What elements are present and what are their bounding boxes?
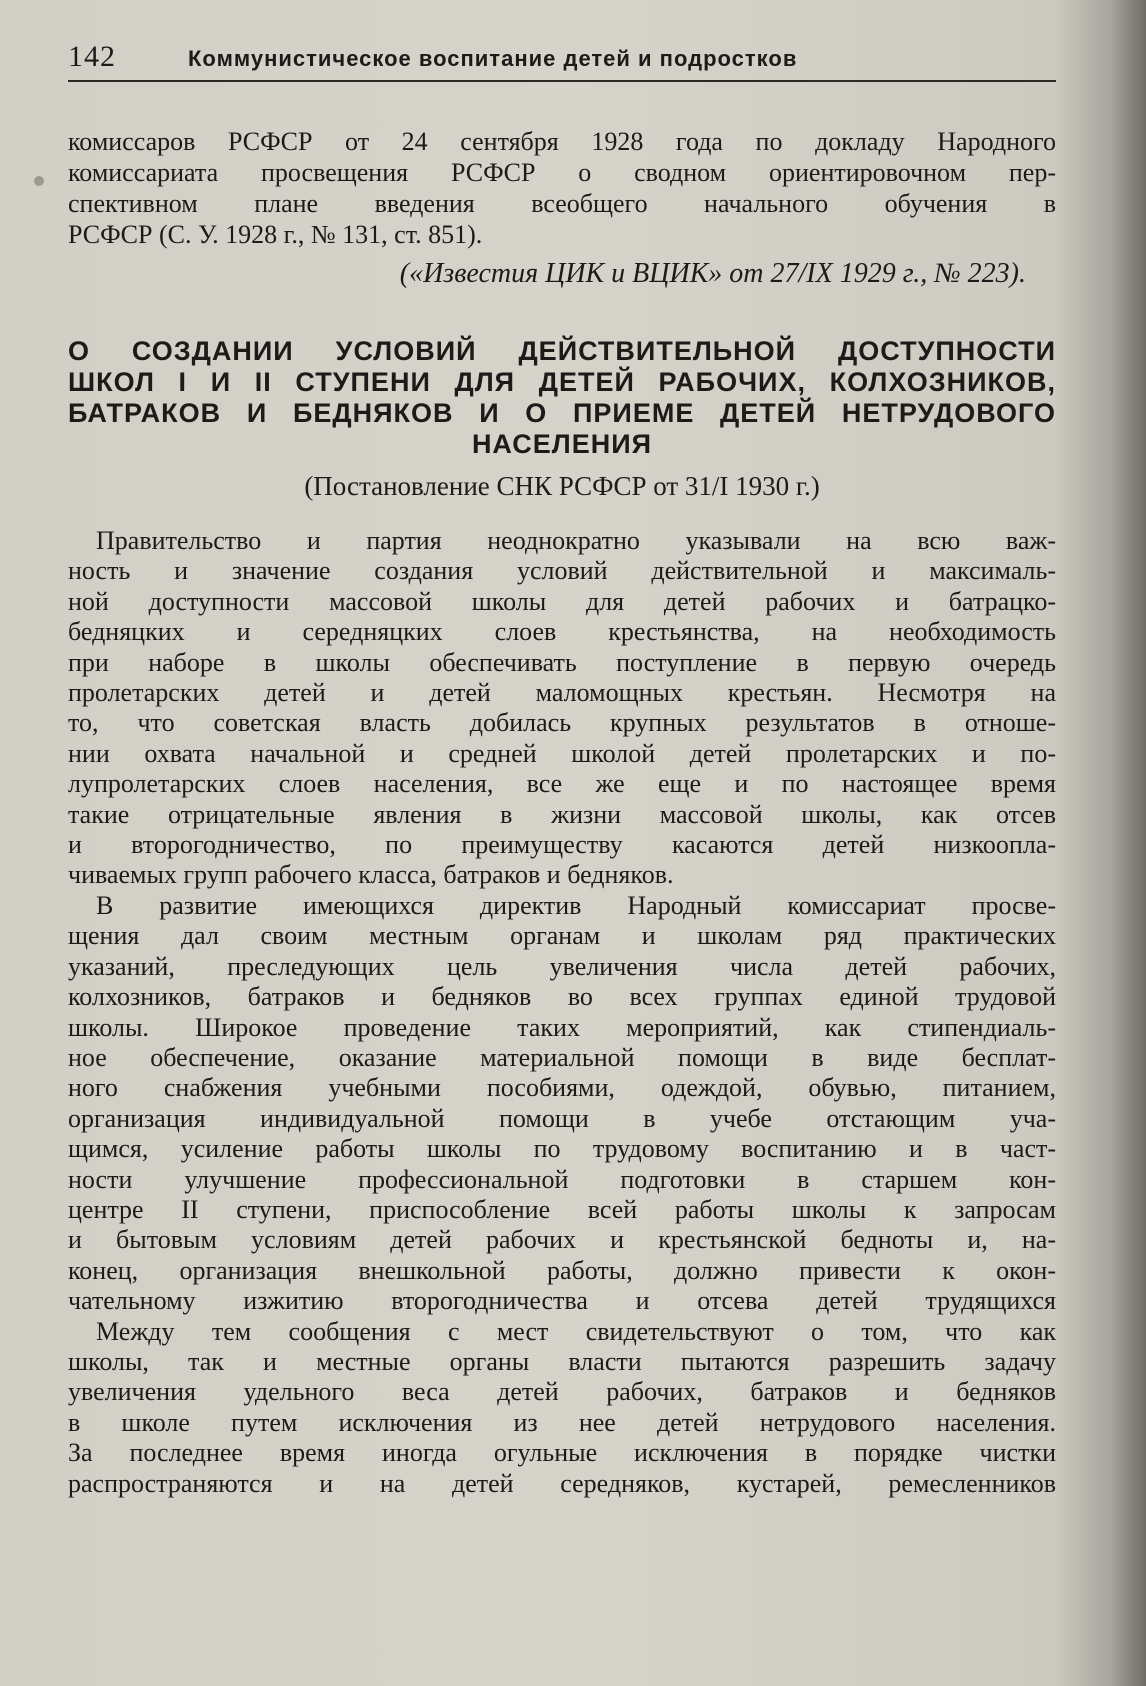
body-line: организация индивидуальной помощи в учебе отстающим уча- bbox=[68, 1103, 1056, 1133]
intro-line: спективном плане введения всеобщего начального обучения в bbox=[68, 189, 1056, 218]
body-line: конец, организация внешкольной работы, должно привести к окон- bbox=[68, 1255, 1056, 1285]
running-head bbox=[68, 40, 1056, 82]
intro-line: комиссариата просвещения РСФСР о сводном ориентировочном пер- bbox=[68, 158, 1056, 187]
body-line: За последнее время иногда огульные исключения в порядке чистки bbox=[68, 1438, 1056, 1468]
body-line: ного снабжения учебными пособиями, одеждой, обувью, питанием, bbox=[68, 1073, 1056, 1103]
body-line: центре II ступени, приспособление всей работы школы к запросам bbox=[68, 1194, 1056, 1224]
body-line: бедняцких и середняцких слоев крестьянства, на необходимость bbox=[68, 617, 1056, 647]
body-line: ной доступности массовой школы для детей рабочих и батрацко- bbox=[68, 586, 1056, 616]
body-line: колхозников, батраков и бедняков во всех группах единой трудовой bbox=[68, 982, 1056, 1012]
body-line: школы, так и местные органы власти пытаются разрешить задачу bbox=[68, 1346, 1056, 1376]
source-citation: («Известия ЦИК и ВЦИК» от 27/IX 1929 г., № 223). bbox=[399, 258, 1026, 289]
running-head-title: Коммунистическое воспитание детей и подростков bbox=[188, 46, 798, 71]
body-line: в школе путем исключения из нее детей нетрудового населения. bbox=[68, 1407, 1056, 1437]
decree-title-line: О СОЗДАНИИ УСЛОВИЙ ДЕЙСТВИТЕЛЬНОЙ ДОСТУПНОСТИ bbox=[68, 336, 1056, 366]
body-line: при наборе в школы обеспечивать поступление в первую очередь bbox=[68, 647, 1056, 677]
intro-line: РСФСР (С. У. 1928 г., № 131, ст. 851). bbox=[68, 220, 483, 249]
body-line: Между тем сообщения с мест свидетельствуют о том, что как bbox=[96, 1316, 1056, 1346]
body-line: пролетарских детей и детей маломощных крестьян. Несмотря на bbox=[68, 678, 1056, 708]
decree-title-line: ШКОЛ I И II СТУПЕНИ ДЛЯ ДЕТЕЙ РАБОЧИХ, КОЛХОЗНИКОВ, bbox=[68, 367, 1056, 397]
body-line: такие отрицательные явления в жизни массовой школы, как отсев bbox=[68, 799, 1056, 829]
body-line: ное обеспечение, оказание материальной помощи в виде бесплат- bbox=[68, 1042, 1056, 1072]
body-line: щения дал своим местным органам и школам ряд практических bbox=[68, 921, 1056, 951]
body-line: щимся, усиление работы школы по трудовому воспитанию и в част- bbox=[68, 1134, 1056, 1164]
page-number: 142 bbox=[68, 40, 116, 73]
body-line: школы. Широкое проведение таких мероприятий, как стипендиаль- bbox=[68, 1012, 1056, 1042]
decree-subtitle: (Постановление СНК РСФСР от 31/I 1930 г.) bbox=[304, 471, 820, 501]
body-line: увеличения удельного веса детей рабочих, батраков и бедняков bbox=[68, 1377, 1056, 1407]
body-line: чиваемых групп рабочего класса, батраков и бедняков. bbox=[68, 860, 674, 890]
intro-line: комиссаров РСФСР от 24 сентября 1928 года по докладу Народного bbox=[68, 127, 1056, 156]
body-line: нии охвата начальной и средней школой детей пролетарских и по- bbox=[68, 738, 1056, 768]
decree-body bbox=[68, 526, 1056, 1499]
body-line: Правительство и партия неоднократно указывали на всю важ- bbox=[96, 526, 1056, 555]
body-line: и второгодничество, по преимуществу касаются детей низкоопла- bbox=[68, 830, 1056, 860]
decree-title-line: НАСЕЛЕНИЯ bbox=[471, 429, 653, 459]
body-line: то, что советская власть добилась крупных результатов в отноше- bbox=[68, 708, 1056, 738]
body-line: В развитие имеющихся директив Народный комиссариат просве- bbox=[96, 890, 1056, 920]
body-line: лупролетарских слоев населения, все же еще и по настоящее время bbox=[68, 769, 1056, 799]
decree-title-line: БАТРАКОВ И БЕДНЯКОВ И О ПРИЕМЕ ДЕТЕЙ НЕТРУДОВОГО bbox=[68, 398, 1056, 428]
body-line: ность и значение создания условий действительной и максималь- bbox=[68, 556, 1056, 586]
paper-stain bbox=[34, 176, 44, 186]
body-line: распространяются и на детей середняков, кустарей, ремесленников bbox=[68, 1468, 1056, 1498]
body-line: указаний, преследующих цель увеличения числа детей рабочих, bbox=[68, 951, 1056, 981]
decree-title bbox=[68, 336, 1056, 460]
body-line: и бытовым условиям детей рабочих и крестьянской бедноты и, на- bbox=[68, 1225, 1056, 1255]
intro-paragraph bbox=[68, 126, 1056, 250]
body-line: ности улучшение профессиональной подготовки в старшем кон- bbox=[68, 1164, 1056, 1194]
page-content bbox=[68, 40, 1056, 1499]
body-line: чательному изжитию второгодничества и отсева детей трудящихся bbox=[68, 1286, 1056, 1316]
